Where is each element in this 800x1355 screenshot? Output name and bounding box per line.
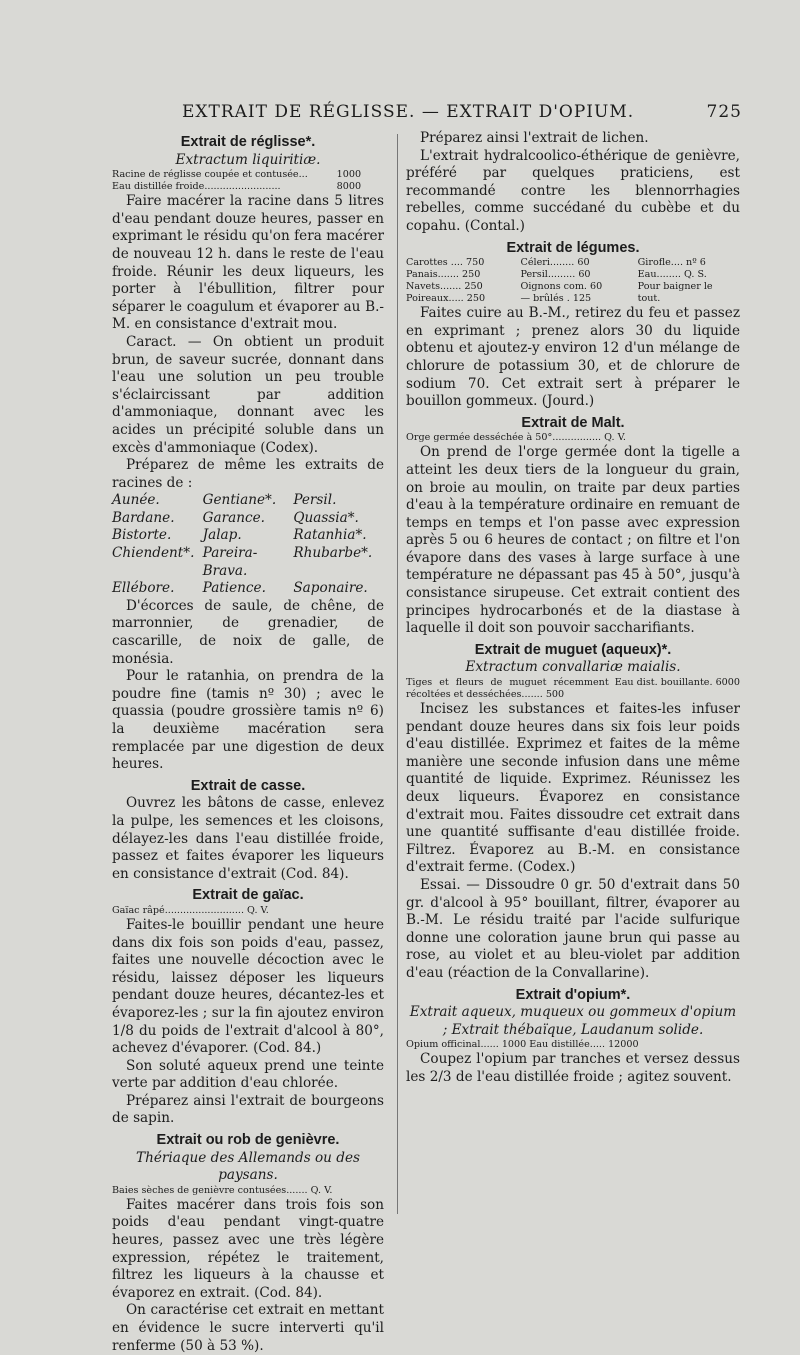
heading-muguet: Extrait de muguet (aqueux)*. <box>474 641 672 658</box>
ingredients-muguet <box>406 677 740 701</box>
paragraph: Pour le ratanhia, on prendra de la poudre fine (tamis nº 30) ; avec le quassia (poudre grossière tamis nº 6) la deuxième macération sera remplacée par une digestion de deux heures. <box>112 668 384 773</box>
list-item: Quassia*. <box>293 509 359 526</box>
paragraph: Coupez l'opium par tranches et versez dessus les 2/3 de l'eau distillée froide ; agitez souvent. <box>406 1051 740 1085</box>
ingredient: Carottes .... 750 <box>406 257 485 269</box>
paragraph: Faites macérer dans trois fois son poids d'eau pendant vingt-quatre heures, passez avec une très légère expression, répétez le traitement, filtrez les liqueurs à la chausse et évaporez en extrait. (Cod. 84). <box>112 1196 384 1301</box>
subtitle-opium: Extrait aqueux, muqueux ou gommeux d'opium ; Extrait thébaïque, Laudanum solide. <box>409 1004 737 1038</box>
ingredient: Racine de réglisse coupée et contusée... <box>112 169 308 181</box>
ingredients-malt: Orge germée desséchée à 50°................ Q. V. <box>406 432 626 444</box>
ingredient: Eau distillée froide......................... <box>112 181 281 193</box>
paragraph: D'écorces de saule, de chêne, de marronnier, de grenadier, de cascarille, de noix de galle, de monésia. <box>112 597 384 667</box>
subtitle-genievre: Thériaque des Allemands ou des paysans. <box>136 1149 360 1184</box>
list-item: Bardane. <box>112 509 175 526</box>
heading-genievre: Extrait ou rob de genièvre. <box>156 1132 340 1149</box>
latin-reglisse: Extractum liquiritiæ. <box>175 151 321 168</box>
ingredient: Navets....... 250 <box>406 281 483 293</box>
heading-casse: Extrait de casse. <box>190 777 306 794</box>
right-column <box>406 130 740 1087</box>
ingredient: Panais....... 250 <box>406 269 481 281</box>
paragraph: Incisez les substances et faites-les infuser pendant douze heures dans six fois leur poids d'eau distillée. Exprimez et faites de la même manière une seconde infusion dans une même quantité de liquide. Exprimez. Réunissez les deux liqueurs. Évaporez en consistance d'extrait mou. Faites dissoudre cet extrait dans une quantité suffisante d'eau distillée froide. Filtrez. Évaporez au B.-M. en consistance d'extrait ferme. (Codex.) <box>406 701 740 876</box>
paragraph: Son soluté aqueux prend une teinte verte par addition d'eau chlorée. <box>112 1057 384 1092</box>
list-item: Patience. <box>202 580 266 597</box>
paragraph: Essai. — Dissoudre 0 gr. 50 d'extrait dans 50 gr. d'alcool à 95° bouillant, filtrer, évaporer au B.-M. Le résidu traité par l'acide sulfurique donne une coloration jaune brun qui passe au rose, au violet et au bleu-violet par addition d'eau (réaction de la Convallarine). <box>406 876 740 981</box>
heading-reglisse: Extrait de réglisse*. <box>180 134 316 150</box>
heading-gaiac: Extrait de gaïac. <box>192 887 304 904</box>
paragraph: Préparez de même les extraits de racines de : <box>112 457 384 491</box>
list-item: Ellébore. <box>112 580 175 597</box>
quantity: 1000 <box>336 169 362 181</box>
paragraph: Faire macérer la racine dans 5 litres d'eau pendant douze heures, passer en exprimant le résidu qu'on fera macérer de nouveau 12 h. dans le reste de l'eau froide. Réunir les deux liqueurs, les porter à l'ébullition, filtrer pour séparer le coagulum et évaporer au B.-M. en consistance d'extrait mou. <box>112 193 384 333</box>
ingredient: Oignons com. 60 <box>520 281 603 293</box>
paragraph: Faites cuire au B.-M., retirez du feu et passez en exprimant ; prenez alors 30 du liquide obtenu et ajoutez-y environ 12 d'un mélange de chlorure de potassium 30, et de chlorure de sodium 70. Cet extrait sert à préparer le bouillon gommeux. (Jourd.) <box>406 305 740 410</box>
column-divider <box>397 134 398 1214</box>
list-item: Aunée. <box>112 492 160 509</box>
ingredient: tout. <box>637 293 661 305</box>
list-item: Chiendent*. <box>112 545 195 562</box>
ingredient: Tiges et fleurs de muguet récemment récoltées et desséchées....... 500 <box>406 677 609 701</box>
ingredients-genievre: Baies sèches de genièvre contusées....... Q. V. <box>112 1184 333 1196</box>
ingredients-reglisse <box>112 169 384 193</box>
ingredient: — brûlés . 125 <box>520 293 592 305</box>
running-head <box>182 102 742 122</box>
page-number: 725 <box>706 102 742 122</box>
quantity: 8000 <box>336 181 362 193</box>
ingredient: Céleri........ 60 <box>520 257 590 269</box>
paragraph: Faites-le bouillir pendant une heure dans dix fois son poids d'eau, passez, faites une nouvelle décoction avec le résidu, laissez déposer les liqueurs pendant douze heures, décantez-les et évaporez-les ; sur la fin ajoutez environ 1/8 du poids de l'extrait d'alcool à 80°, achevez d'évaporer. (Cod. 84.) <box>112 916 384 1057</box>
roots-list <box>112 492 384 598</box>
paragraph: Préparez ainsi l'extrait de lichen. <box>420 130 649 146</box>
ingredient: Eau........ Q. S. <box>637 269 707 281</box>
heading-malt: Extrait de Malt. <box>521 414 625 431</box>
paragraph: Ouvrez les bâtons de casse, enlevez la pulpe, les semences et les cloisons, délayez-les dans l'eau distillée froide, passez et faites évaporer les liqueurs en consistance d'extrait (Cod. 84). <box>112 795 384 882</box>
list-item: Jalap. <box>202 527 242 544</box>
ingredient: Eau dist. bouillante. 6000 <box>614 677 740 689</box>
paragraph: Préparez ainsi l'extrait de bourgeons de sapin. <box>112 1092 384 1127</box>
ingredient: Poireaux..... 250 <box>406 293 486 305</box>
list-item: Persil. <box>293 492 337 509</box>
list-item: Bistorte. <box>112 527 172 544</box>
heading-opium: Extrait d'opium*. <box>515 986 631 1003</box>
list-item: Saponaire. <box>293 580 368 597</box>
list-item: Gentiane*. <box>202 492 277 509</box>
left-column <box>112 130 384 1355</box>
list-item: Pareira-Brava. <box>202 545 258 579</box>
list-item: Rhubarbe*. <box>293 545 373 562</box>
paragraph: On prend de l'orge germée dont la tigelle a atteint les deux tiers de la longueur du grain, on broie au moulin, on traite par deux parties d'eau à la température ordinaire en remuant de temps en temps et l'on passe avec expression après 5 ou 6 heures de contact ; on filtre et l'on évapore dans des vases à large surface à une température ne dépassant pas 45 à 50°, jusqu'à consistance sirupeuse. Cet extrait contient des principes hydrocarbonés et de la diastase à laquelle il doit son pouvoir saccharifiants. <box>406 444 740 637</box>
latin-muguet: Extractum convallariæ maialis. <box>465 659 681 676</box>
heading-legumes: Extrait de légumes. <box>506 239 640 256</box>
list-item: Ratanhia*. <box>293 527 367 544</box>
ingredients-legumes <box>406 257 740 305</box>
ingredient: Persil......... 60 <box>520 269 591 281</box>
ingredients-opium: Opium officinal...... 1000 Eau distillée..... 12000 <box>406 1039 639 1051</box>
paragraph: Caract. — On obtient un produit brun, de saveur sucrée, donnant dans l'eau une solution un peu trouble s'éclaircissant par addition d'ammoniaque, donnant avec les acides un précipité soluble dans un excès d'ammoniaque (Codex). <box>112 333 384 456</box>
running-head-title: EXTRAIT DE RÉGLISSE. — EXTRAIT D'OPIUM. <box>182 102 635 122</box>
paragraph: L'extrait hydralcoolico-éthérique de genièvre, préféré par quelques praticiens, est recommandé contre les blennorrhagies rebelles, comme succédané du cubèbe et du copahu. (Contal.) <box>406 147 740 234</box>
paragraph: On caractérise cet extrait en mettant en évidence le sucre interverti qu'il renferme (50 à 53 %). <box>112 1302 384 1354</box>
ingredients-gaiac: Gaïac râpé.......................... Q. V. <box>112 904 269 916</box>
ingredient: Girofle.... nº 6 <box>637 257 706 269</box>
ingredient: Pour baigner le <box>637 281 713 293</box>
list-item: Garance. <box>202 509 265 526</box>
